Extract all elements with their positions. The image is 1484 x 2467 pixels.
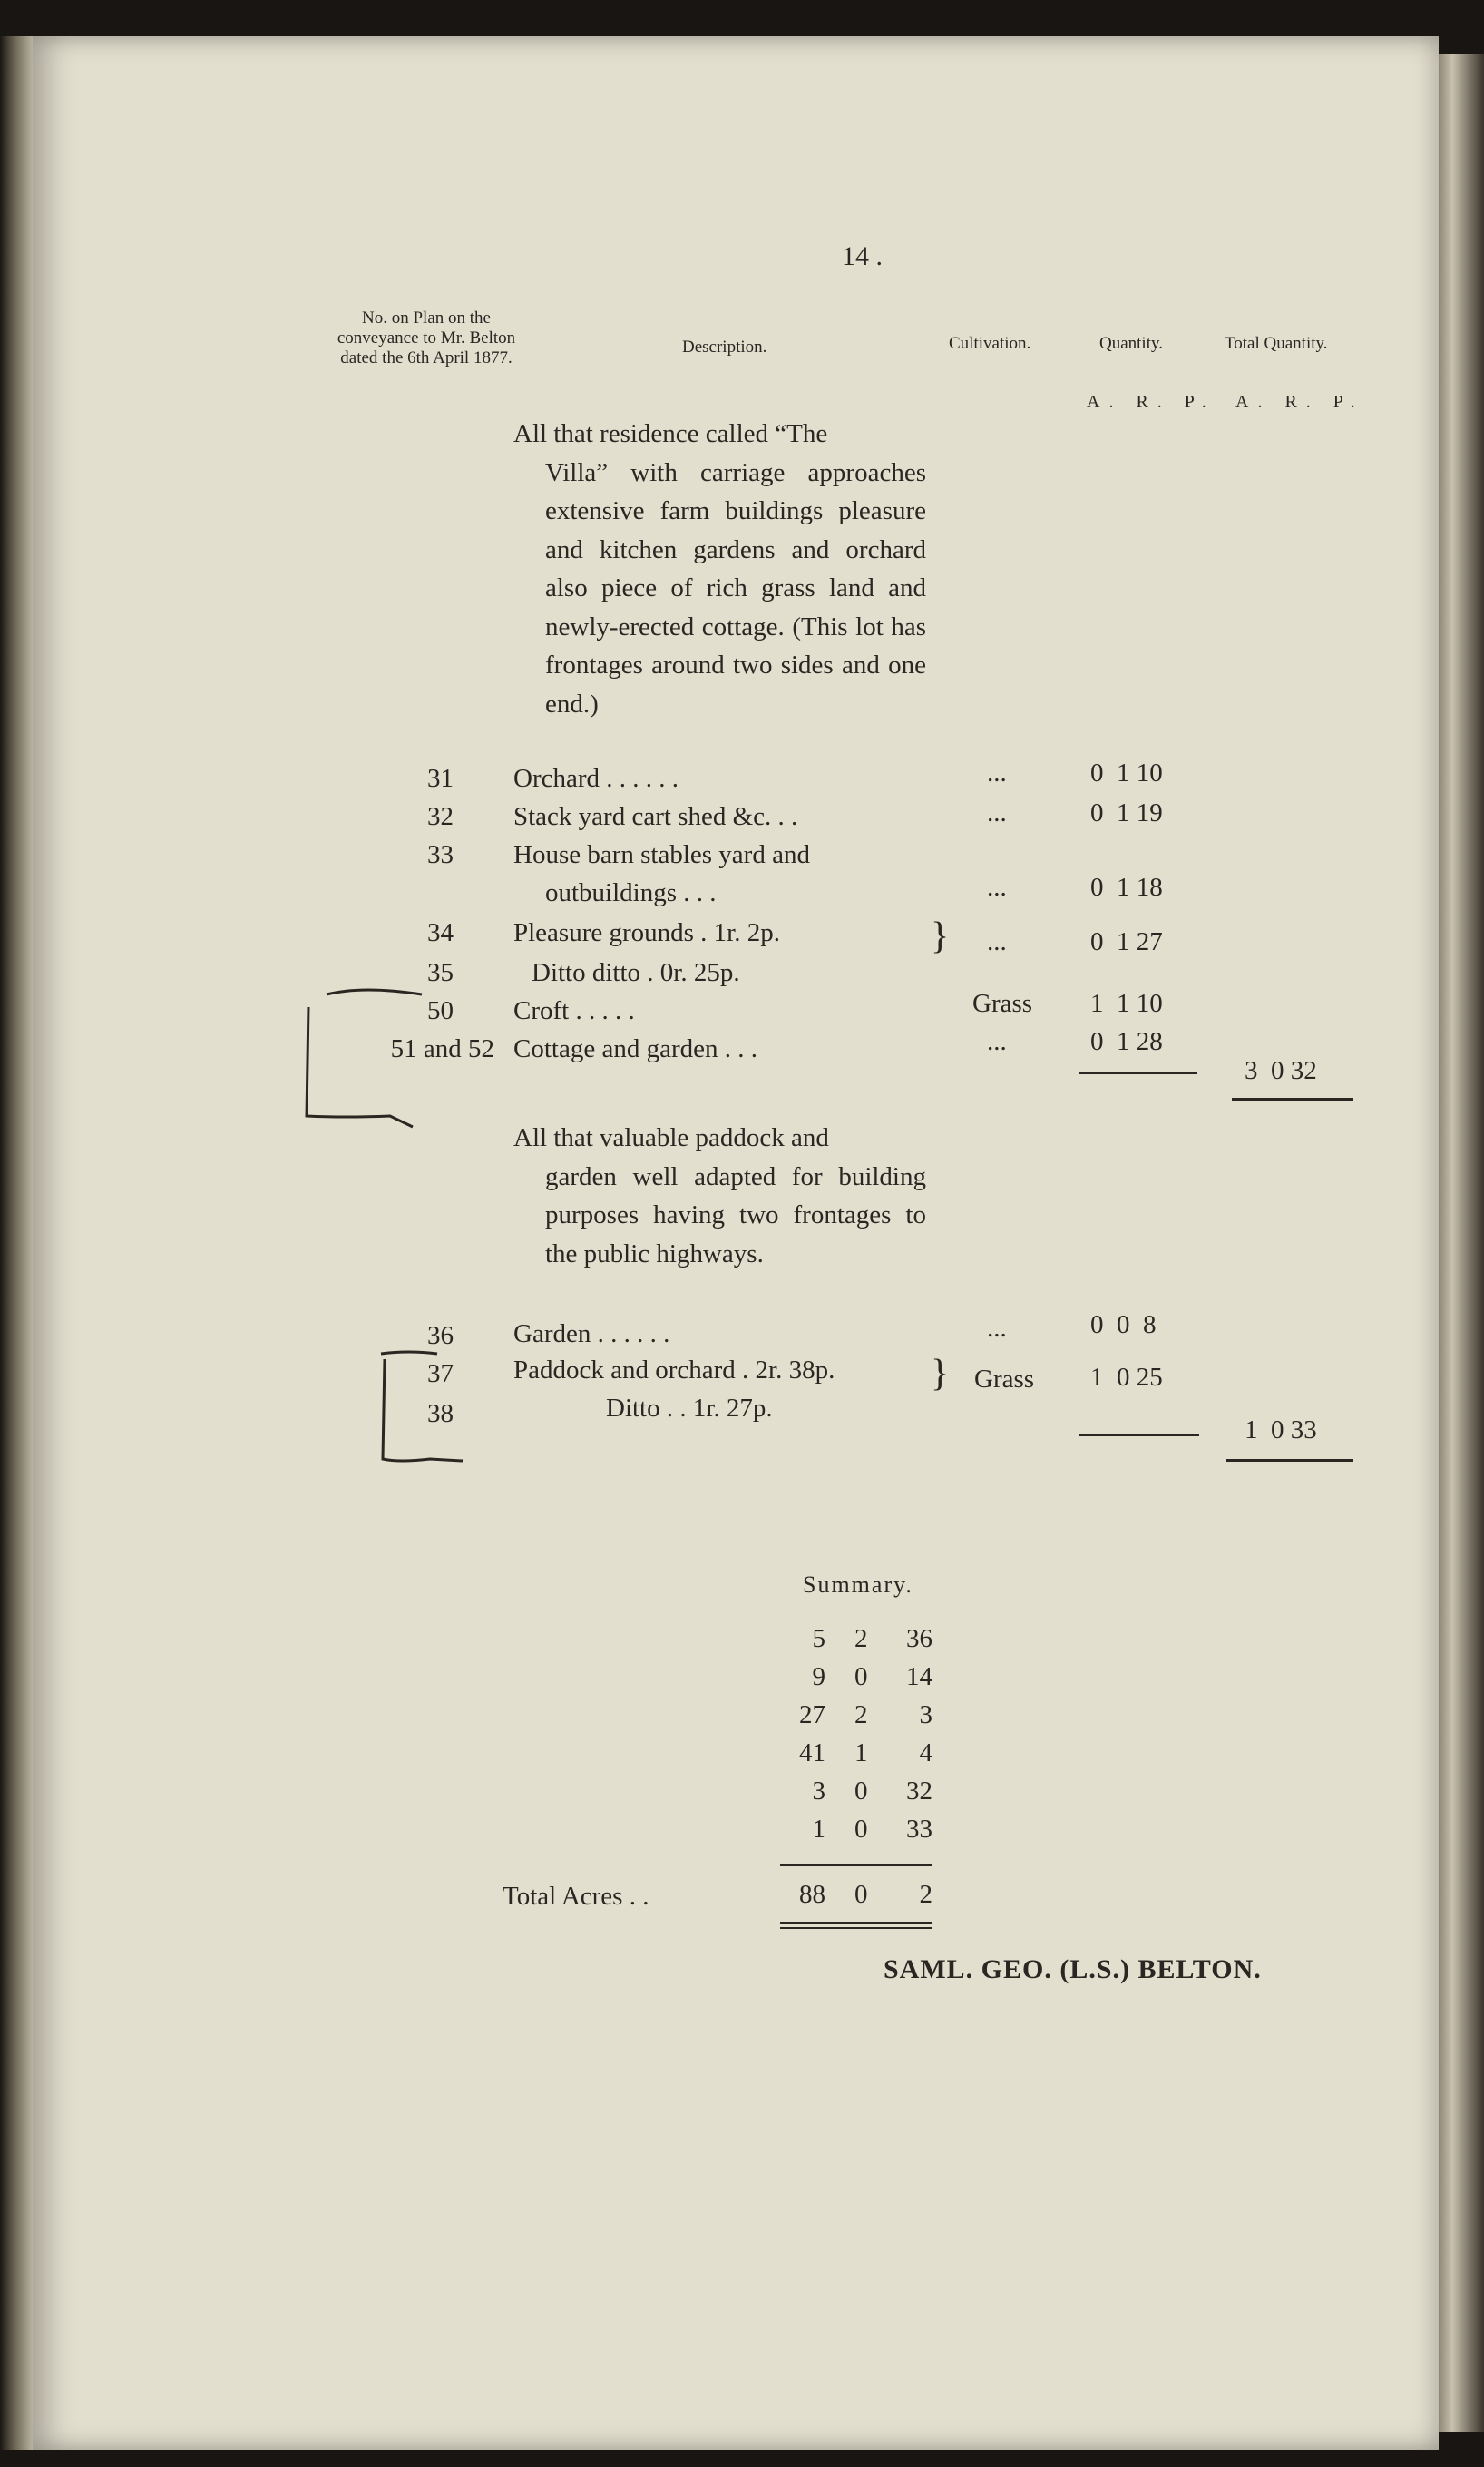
lot1-description — [513, 415, 926, 723]
header-total-quantity: Total Quantity. — [1225, 334, 1328, 353]
row-description: Stack yard cart shed &c. . . — [513, 802, 798, 831]
lot1-total: 3 0 32 — [1245, 1056, 1317, 1085]
summary-cell: 1 — [812, 1815, 825, 1844]
summary-cell: 1 — [854, 1738, 868, 1767]
brace-icon: } — [931, 1353, 950, 1395]
summary-cell: 0 — [854, 1815, 868, 1844]
row-cultivation: ... — [987, 1027, 1007, 1056]
summary-cell: 27 — [799, 1700, 825, 1729]
plan-number: 33 — [427, 840, 454, 869]
plan-number: 32 — [427, 802, 454, 831]
row-quantity: 1 0 25 — [1090, 1363, 1163, 1392]
plan-number: 34 — [427, 918, 454, 947]
header-quantity: Quantity. — [1099, 334, 1164, 353]
lot2-description — [513, 1119, 926, 1273]
summary-double-rule — [780, 1927, 932, 1929]
row-quantity: 1 1 10 — [1090, 989, 1163, 1018]
plan-number: 36 — [427, 1321, 454, 1350]
book-page-edge-right — [1439, 54, 1484, 2432]
summary-cell: 0 — [854, 1662, 868, 1691]
row-description: House barn stables yard and — [513, 840, 810, 869]
row-cultivation: ... — [987, 759, 1007, 788]
row-cultivation: Grass — [974, 1365, 1035, 1394]
lot2-total: 1 0 33 — [1245, 1415, 1317, 1444]
plan-number: 50 — [427, 996, 454, 1025]
row-description: Orchard . . . . . . — [513, 764, 679, 793]
summary-cell: 36 — [906, 1624, 932, 1653]
subtotal-rule — [1079, 1072, 1197, 1074]
row-description: Pleasure grounds . 1r. 2p. — [513, 918, 780, 947]
plan-number: 35 — [427, 958, 454, 987]
total-acres-value: 88 — [799, 1880, 825, 1909]
lot2-intro-rest: garden well adapted for building purposes having two frontages to the public highways. — [545, 1161, 926, 1268]
plan-number: 38 — [427, 1399, 454, 1428]
total-units: A. R. P. — [1235, 392, 1364, 412]
summary-rule — [780, 1864, 932, 1866]
row-description: Cottage and garden . . . — [513, 1034, 757, 1063]
lot1-intro-rest: Villa” with carriage approaches extensive farm buildings pleasure and kitchen gardens and orchard also piece of rich grass land and newly-erected cottage. (This lot has frontages around two sides and one end.) — [545, 457, 926, 719]
row-quantity: 0 1 18 — [1090, 873, 1163, 902]
row-description: Paddock and orchard . 2r. 38p. — [513, 1356, 835, 1385]
row-cultivation: ... — [987, 1314, 1007, 1343]
summary-cell: 0 — [854, 1777, 868, 1806]
summary-cell: 2 — [854, 1700, 868, 1729]
pencil-bracket-mark — [290, 980, 426, 1134]
row-quantity: 0 1 10 — [1090, 759, 1163, 788]
total-rule — [1232, 1098, 1353, 1101]
summary-cell: 3 — [919, 1700, 932, 1729]
row-quantity: 0 1 19 — [1090, 798, 1163, 827]
page-number: 14 . — [842, 241, 883, 271]
summary-cell: 32 — [906, 1777, 932, 1806]
row-quantity: 0 1 28 — [1090, 1027, 1163, 1056]
summary-cell: 4 — [919, 1738, 932, 1767]
row-description: Croft . . . . . — [513, 996, 635, 1025]
summary-cell: 5 — [812, 1624, 825, 1653]
quantity-units: A. R. P. — [1087, 392, 1216, 412]
row-description: Ditto ditto . 0r. 25p. — [532, 958, 740, 987]
brace-icon: } — [931, 915, 950, 957]
summary-cell: 9 — [812, 1662, 825, 1691]
plan-number: 51 and 52 — [390, 1034, 494, 1063]
row-quantity: 0 1 27 — [1090, 927, 1163, 956]
header-cultivation: Cultivation. — [949, 334, 1031, 353]
total-acres-label: Total Acres . . — [503, 1882, 649, 1911]
row-quantity: 0 0 8 — [1090, 1310, 1157, 1339]
row-description: Ditto . . 1r. 27p. — [606, 1394, 773, 1423]
summary-cell: 3 — [812, 1777, 825, 1806]
plan-number: 37 — [427, 1359, 454, 1388]
summary-double-rule — [780, 1922, 932, 1924]
total-rule — [1226, 1459, 1353, 1462]
header-plan-number: No. on Plan on the conveyance to Mr. Belton dated the 6th April 1877. — [337, 308, 516, 367]
lot1-intro-first-line: All that residence called “The — [513, 419, 828, 448]
row-cultivation: ... — [987, 798, 1007, 827]
total-perches-value: 2 — [919, 1880, 932, 1909]
subtotal-rule — [1079, 1434, 1199, 1436]
row-description: outbuildings . . . — [545, 878, 717, 907]
row-cultivation: Grass — [972, 989, 1033, 1018]
summary-cell: 33 — [906, 1815, 932, 1844]
plan-number: 31 — [427, 764, 454, 793]
summary-cell: 14 — [906, 1662, 932, 1691]
header-description: Description. — [682, 338, 767, 357]
row-description: Garden . . . . . . — [513, 1319, 670, 1348]
row-cultivation: ... — [987, 927, 1007, 956]
book-binding-left — [0, 36, 36, 2450]
pencil-bracket-mark — [363, 1343, 472, 1470]
lot2-intro-first-line: All that valuable paddock and — [513, 1123, 829, 1152]
total-roods-value: 0 — [854, 1880, 868, 1909]
signature: SAML. GEO. (L.S.) BELTON. — [884, 1954, 1262, 1984]
row-cultivation: ... — [987, 873, 1007, 902]
summary-cell: 2 — [854, 1624, 868, 1653]
summary-cell: 41 — [799, 1738, 825, 1767]
summary-title: Summary. — [803, 1571, 913, 1598]
